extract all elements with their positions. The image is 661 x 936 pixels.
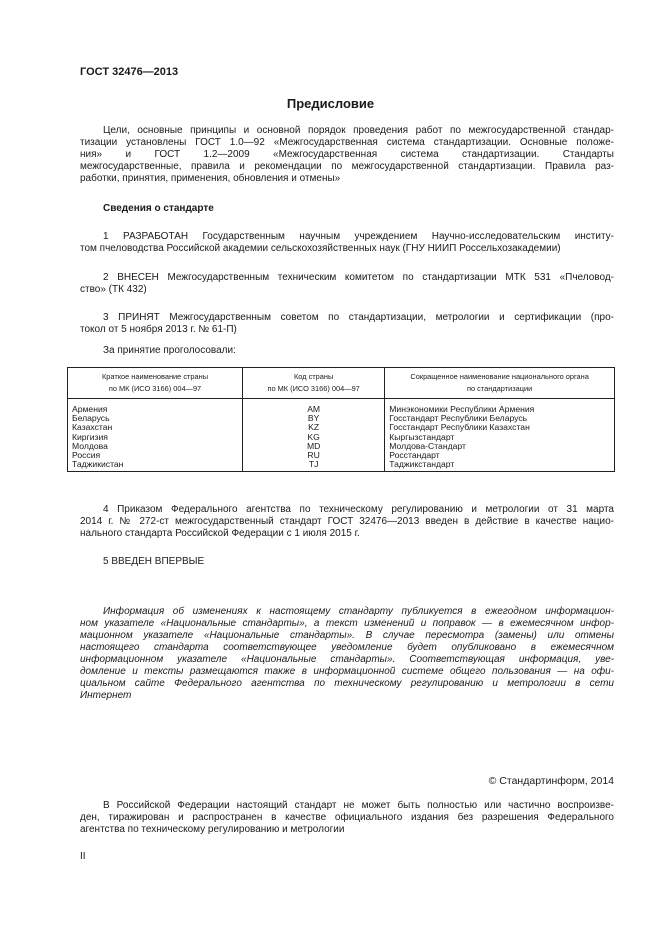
header-code [243,368,385,399]
copyright: © Стандартинформ, 2014 [488,775,614,787]
text-line: ном указателе «Национальные стандарты», а текст изменений и поправок — в ежемесячном инфор- [80,618,614,629]
text-line: тизации установлены ГОСТ 1.0—92 «Межгосударственная система стандартизации. Основные положе- [80,137,614,148]
cell-code: TJ [243,460,385,472]
cell-code: BY [243,414,385,423]
text-line: 3 ПРИНЯТ Межгосударственным советом по стандартизации, метрологии и сертификации (про- [103,312,614,323]
text-line: том пчеловодства Российской академии сельскохозяйственных наук (ГНУ НИИП Россельхозакадемии) [80,243,561,254]
cell-body: Минэкономики Республики Армения [385,399,615,415]
text-line: 4 Приказом Федерального агентства по техническому регулированию и метрологии от 31 марта [103,504,614,515]
cell-code: KG [243,433,385,442]
header-line: по МК (ИСО 3166) 004—97 [108,384,202,393]
cell-country: Беларусь [68,414,243,423]
cell-code: MD [243,442,385,451]
table-row [68,460,615,472]
item-introduced [80,272,614,296]
header-country [68,368,243,399]
header-line: Код страны [293,372,334,381]
cell-country: Киргизия [68,433,243,442]
cell-country: Молдова [68,442,243,451]
text-line: мационном указателе «Национальные стандарты». В случае пересмотра (замены) или отмены [80,630,614,641]
cell-country: Казахстан [68,423,243,432]
header-body [385,368,615,399]
cell-body: Госстандарт Республики Казахстан [385,423,615,432]
rights-paragraph [80,800,614,836]
text-line: работки, принятия, применения, обновления и отмены» [80,173,341,184]
text-line: агентства по техническому регулированию и метрологии [80,824,345,835]
text-line: межгосударственные, правила и рекомендации по межгосударственной стандартизации. Правила раз- [80,161,614,172]
text-line: Интернет [80,690,132,701]
cell-body: Госстандарт Республики Беларусь [385,414,615,423]
item-first-introduced [80,556,614,568]
item-adopted [80,312,614,336]
table-header-row [68,368,615,399]
page-title: Предисловие [286,96,375,111]
text-line: нального стандарта Российской Федерации с 1 июля 2015 г. [80,528,360,539]
cell-country: Россия [68,451,243,460]
cell-code: AM [243,399,385,415]
voting-table [67,367,615,472]
item-developed [80,231,614,255]
voted-label: За принятие проголосовали: [103,345,236,356]
cell-body: Молдова-Стандарт [385,442,615,451]
text-line: Информация об изменениях к настоящему стандарту публикуется в ежегодном информацион- [103,606,614,617]
text-line: токол от 5 ноября 2013 г. № 61-П) [80,324,237,335]
text-line: ния» и ГОСТ 1.2—2009 «Межгосударственная система стандартизации. Стандарты [80,149,614,160]
text-line: 2 ВНЕСЕН Межгосударственным техническим комитетом по стандартизации МТК 531 «Пчеловод- [103,272,614,283]
header-line: по стандартизации [467,384,533,393]
text-line: ство» (ТК 432) [80,284,147,295]
table-row [68,414,615,423]
table-row [68,423,615,432]
text-line: ден, тиражирован и распространен в качестве официального издания без разрешения Федерального [80,812,614,823]
table-row [68,451,615,460]
info-heading: Сведения о стандарте [103,203,214,214]
header-line: Сокращенное наименование национального органа [410,372,589,381]
cell-country: Армения [68,399,243,415]
text-line: 5 ВВЕДЕН ВПЕРВЫЕ [103,556,205,567]
table-row [68,442,615,451]
item-order [80,504,614,540]
text-line: циальном сайте Федерального агентства по техническому регулированию и метрологии в сети [80,678,614,689]
intro-paragraph [80,125,614,185]
text-line: информационном указателе «Национальные стандарты». Соответствующая информация, уве- [80,654,614,665]
page-number: II [80,851,86,862]
text-line: настоящего стандарта соответствующее уведомление будет опубликовано в ежемесячном [80,642,614,653]
table-row [68,399,615,415]
cell-country: Таджикистан [68,460,243,472]
cell-code: KZ [243,423,385,432]
cell-body: Росстандарт [385,451,615,460]
text-line: 2014 г. № 272-ст межгосударственный стандарт ГОСТ 32476—2013 введен в действие в качестве нацио- [80,516,614,527]
cell-code: RU [243,451,385,460]
text-line: В Российской Федерации настоящий стандарт не может быть полностью или частично воспроизве- [103,800,614,811]
text-line: 1 РАЗРАБОТАН Государственным научным учреждением Научно-исследовательским институ- [103,231,614,242]
notice-paragraph [80,606,614,702]
document-header: ГОСТ 32476—2013 [80,66,179,78]
header-line: Краткое наименование страны [101,372,209,381]
text-line: Цели, основные принципы и основной порядок проведения работ по межгосударственной стандар- [103,125,614,136]
text-line: домление и тексты размещаются также в информационной системе общего пользования — на офи- [80,666,614,677]
cell-body: Таджикстандарт [385,460,615,472]
header-line: по МК (ИСО 3166) 004—97 [267,384,360,393]
table-row [68,433,615,442]
cell-body: Кыргызстандарт [385,433,615,442]
